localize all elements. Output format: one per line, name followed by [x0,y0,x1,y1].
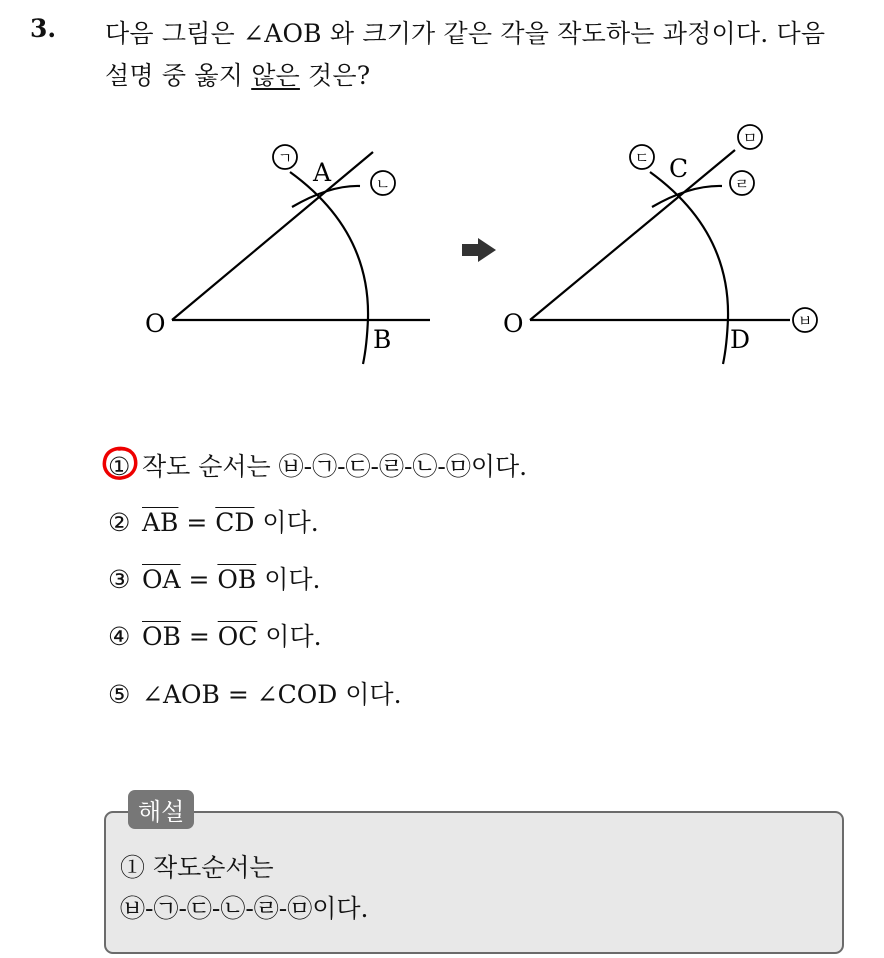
question-text-line1: 다음 그림은 ∠AOB 와 크기가 같은 각을 작도하는 과정이다. 다음 [105,19,826,48]
choice-3[interactable]: ③ $\overline{OA} = \overline{OB}$ 이다. [108,565,321,594]
label-a: A [313,158,332,187]
choice-2[interactable]: ② $\overline{AB} = \overline{CD}$ 이다. [108,508,319,537]
right-ray-oc [530,150,735,320]
left-ray-oa [172,152,373,320]
solution-label: 해설 [128,790,194,829]
mark-6: ㅂ [797,312,813,330]
label-b: B [373,325,392,354]
label-c: C [669,154,689,183]
solution-line1: ① 작도순서는 [120,853,274,882]
question-number: 3. [30,14,57,43]
choice-1[interactable]: ① 작도 순서는 ㉥-㉠-㉢-㉣-㉡-㉤이다. [108,452,528,481]
construction-figure [0,0,884,400]
label-o-left: O [145,309,166,338]
question-text-line2: 설명 중 옳지 않은 것은? [105,61,371,90]
mark-4: ㄹ [734,175,750,193]
mark-5: ㅁ [742,129,758,147]
mark-3: ㄷ [634,149,650,167]
label-o-right: O [503,309,524,338]
underlined-word: 않은 [251,61,300,90]
mark-2: ㄴ [375,175,391,193]
mark-1: ㄱ [277,149,293,167]
choice-5[interactable]: ⑤ ∠AOB = ∠COD 이다. [108,680,402,709]
arrow-icon [462,238,496,262]
label-d: D [730,325,751,354]
solution-line2: ㉥-㉠-㉢-㉡-㉣-㉤이다. [120,894,369,923]
choice-4[interactable]: ④ $\overline{OB} = \overline{OC}$ 이다. [108,622,322,651]
